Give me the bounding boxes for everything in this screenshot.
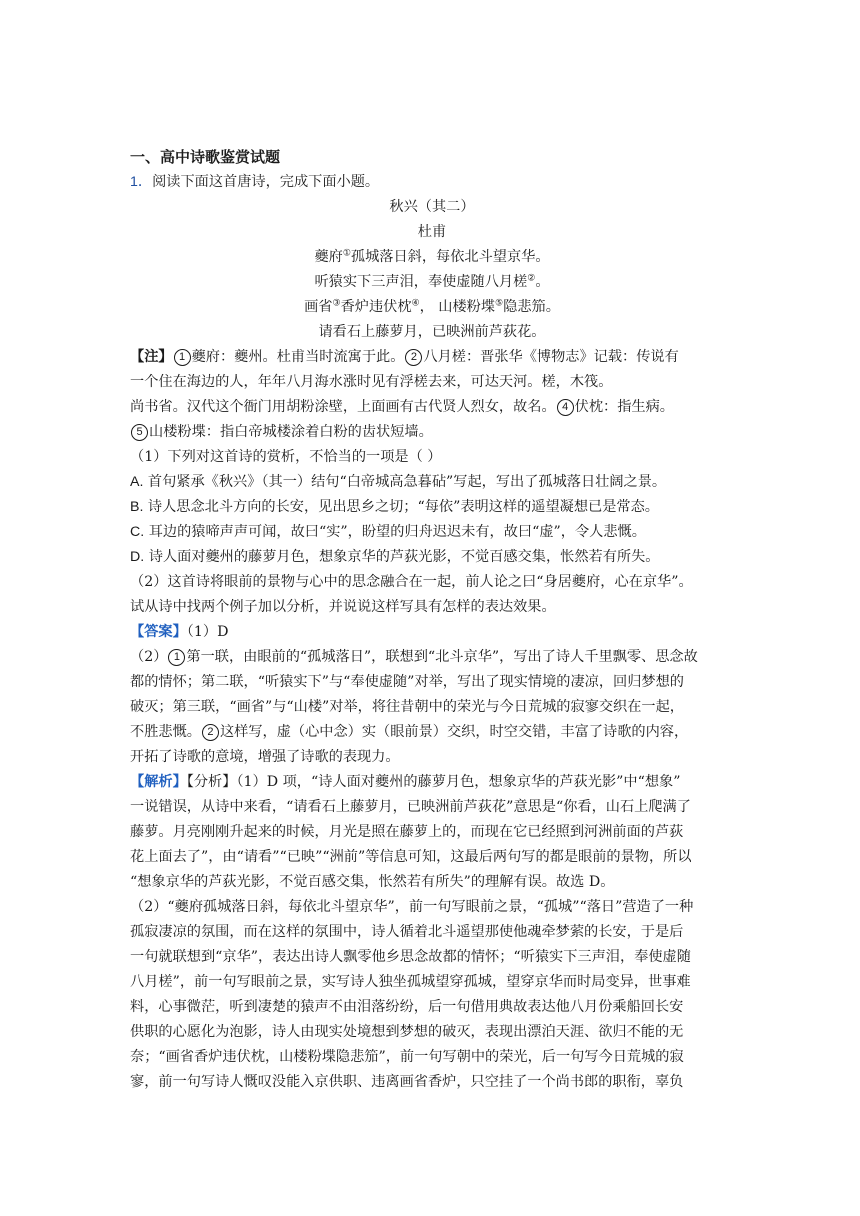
note-text: 尚书省。汉代这个衙门用胡粉涂壁，上面画有古代贤人烈女，故名。 [130, 399, 556, 415]
analysis-line: 一句就联想到“京华”，表达出诗人飘零他乡思念故都的情怀；“听猿实下三声泪，奉使虚随 [130, 949, 691, 965]
note-marker: ② [527, 273, 536, 284]
option-text: 诗人面对夔州的藤萝月色，想象京华的芦荻光影，不觉百感交集，怅然若有所失。 [148, 549, 660, 565]
poem-line-2 [130, 270, 734, 295]
poem-text: 隐悲笳。 [503, 299, 560, 315]
analysis-line: 藤萝。月亮刚刚升起来的时候，月光是照在藤萝上的，而现在它已经照到河洲前面的芦荻 [130, 824, 684, 840]
answer-line-6: 开拓了诗歌的意境，增强了诗歌的表现力。 [130, 749, 400, 765]
note-marker: ③ [332, 298, 341, 309]
analysis-line: 一说错误，从诗中来看，“请看石上藤萝月，已映洲前芦荻花”意思是“你看，山石上爬满了 [130, 799, 691, 815]
sub-question-1-stem: （1）下列对这首诗的赏析，不恰当的一项是（ ） [130, 449, 442, 465]
analysis-line: （2）“夔府孤城落日斜，每依北斗望京华”，前一句写眼前之景，“孤城”“落日”营造了一种 [130, 899, 694, 915]
option-letter: C. [130, 524, 145, 540]
poem-author: 杜甫 [417, 224, 447, 240]
analysis-line: 八月槎”，前一句写眼前之景，实写诗人独坐孤城望穿孤城，望穿京华而时局变异，世事难 [130, 974, 691, 990]
sub-question-2-line-2: 试从诗中找两个例子加以分析，并说说这样写具有怎样的表达效果。 [130, 599, 556, 615]
notes-label: 【注】 [130, 349, 173, 365]
answer-text: （1）D [186, 624, 229, 640]
analysis-line-1 [130, 770, 734, 795]
option-letter: A. [130, 474, 144, 490]
notes-line-2: 一个住在海边的人，年年八月海水涨时见有浮槎去来，可达天河。槎，木筏。 [130, 374, 613, 390]
notes-line-3 [130, 395, 734, 420]
poem-line-1 [130, 245, 734, 270]
circled-number: 1 [174, 349, 191, 366]
sub-question-2-line-1: （2）这首诗将眼前的景物与心中的思念融合在一起，前人论之曰“身居夔府，心在京华”。 [130, 574, 693, 590]
option-b [130, 495, 734, 520]
analysis-line: 料，心事微茫，听到凄楚的猿声不由泪落纷纷，后一句借用典故表达他八月份乘船回长安 [130, 999, 684, 1015]
option-text: 耳边的猿啼声声可闻，故曰“实”，盼望的归舟迟迟未有，故曰“虚”，令人悲慨。 [148, 524, 646, 540]
answer-line-3: 都的情怀；第二联，“听猿实下”与“奉使虚随”对举，写出了现实情境的凄凉，回归梦想的 [130, 674, 684, 690]
circled-number: 4 [557, 399, 574, 416]
analysis-text: 【分析】（1）D 项，“诗人面对夔州的藤萝月色，想象京华的芦荻光影”中“想象” [186, 774, 681, 790]
poem-text: 。 [535, 274, 550, 290]
analysis-line: 寥，前一句写诗人慨叹没能入京供职、违离画省香炉，只空挂了一个尚书郎的职衔，辜负 [130, 1074, 684, 1090]
answer-line-1 [130, 620, 734, 645]
answer-label: 【答案】 [130, 624, 187, 640]
notes-line-1 [130, 345, 734, 370]
analysis-label: 【解析】 [130, 774, 187, 790]
note-text: 夔府：夔州。杜甫当时流寓于此。 [191, 349, 405, 365]
option-letter: B. [130, 499, 144, 515]
circled-number: 2 [405, 349, 422, 366]
answer-text: 第一联，由眼前的“孤城落日”，联想到“北斗京华”，写出了诗人千里飘零、思念故 [186, 649, 698, 665]
exam-page [130, 146, 734, 1095]
option-text: 首句紧承《秋兴》（其一）结句“白帝城高急暮砧”写起，写出了孤城落日壮阔之景。 [147, 474, 667, 490]
option-a [130, 470, 734, 495]
poem-title: 秋兴（其二） [389, 199, 475, 215]
option-text: 诗人思念北斗方向的长安，见出思乡之切；“每依”表明这样的遥望凝想已是常态。 [147, 499, 659, 515]
question-text: 阅读下面这首唐诗，完成下面小题。 [152, 174, 380, 190]
analysis-line: 花上面去了”，由“请看”“已映”“洲前”等信息可知，这最后两句写的都是眼前的景物，所以 [130, 849, 692, 865]
question-number: 1． [130, 174, 153, 190]
option-letter: D. [130, 549, 145, 565]
answer-text: 不胜悲慨。 [130, 724, 201, 740]
note-marker: ① [342, 248, 351, 259]
note-marker: ⑤ [495, 298, 504, 309]
poem-text: 孤城落日斜，每依北斗望京华。 [350, 249, 550, 265]
question-prompt [130, 170, 734, 195]
answer-text: （2） [130, 649, 168, 665]
analysis-line: 供职的心愿化为泡影，诗人由现实处境想到梦想的破灭，表现出漂泊天涯、欲归不能的无 [130, 1024, 684, 1040]
note-text: 伏枕：指生病。 [574, 399, 674, 415]
analysis-line: 孤寂凄凉的氛围，而在这样的氛围中，诗人循着北斗遥望那使他魂牵梦萦的长安，于是后 [130, 924, 684, 940]
circled-number: 1 [168, 649, 185, 666]
section-title: 一、高中诗歌鉴赏试题 [130, 148, 281, 166]
analysis-line: 奈；“画省香炉违伏枕，山楼粉堞隐悲笳”，前一句写朝中的荣光，后一句写今日荒城的寂 [130, 1049, 684, 1065]
note-text: 山楼粉堞：指白帝城楼涂着白粉的齿状短墙。 [149, 424, 433, 440]
poem-line-3 [130, 295, 734, 320]
note-marker: ④ [411, 298, 420, 309]
answer-line-2 [130, 645, 734, 670]
option-c [130, 520, 734, 545]
poem-text: 画省 [304, 299, 333, 315]
poem-text: 香炉违伏枕 [340, 299, 412, 315]
poem-text: 听猿实下三声泪，奉使虚随八月槎 [314, 274, 528, 290]
circled-number: 5 [131, 424, 148, 441]
circled-number: 2 [202, 724, 219, 741]
answer-line-4: 破灭；第三联，“画省”与“山楼”对举，将往昔朝中的荣光与今日荒城的寂寥交织在一起， [130, 699, 684, 715]
poem-text: 夔府 [314, 249, 343, 265]
notes-line-4 [130, 420, 734, 445]
answer-text: 这样写，虚（心中念）实（眼前景）交织，时空交错，丰富了诗歌的内容， [219, 724, 689, 740]
analysis-line: “想象京华的芦荻光影，不觉百感交集，怅然若有所失”的理解有误。故选 D。 [130, 874, 615, 890]
poem-line-4: 请看石上藤萝月，已映洲前芦荻花。 [318, 324, 546, 340]
note-text: 八月槎：晋张华《博物志》记载：传说有 [423, 349, 679, 365]
option-d [130, 545, 734, 570]
answer-line-5 [130, 720, 734, 745]
poem-text: ， 山楼粉堞 [419, 299, 496, 315]
